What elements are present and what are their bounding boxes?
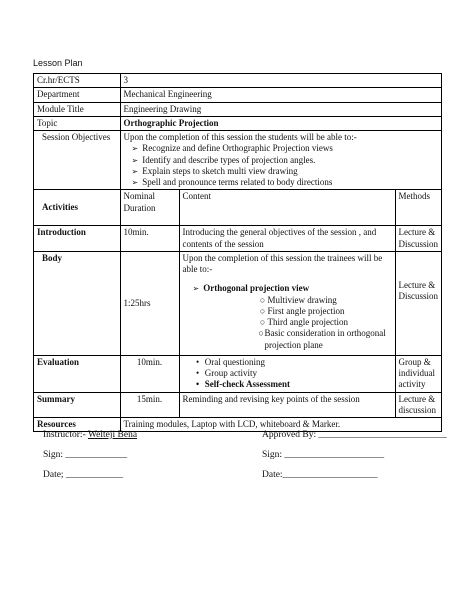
arrow-icon: ➢ xyxy=(131,144,139,154)
table-row xyxy=(34,190,442,226)
circle-bullet-icon: ○ xyxy=(258,328,264,339)
circle-bullet-icon: ○ xyxy=(259,305,266,316)
body-subheading: ➢ Orthogonal projection view xyxy=(192,283,310,294)
module-label: Module Title xyxy=(34,102,121,116)
table-row xyxy=(34,116,442,130)
body-content xyxy=(179,251,395,355)
summary-content: Reminding and revising key points of the session xyxy=(179,392,395,418)
eval-content xyxy=(179,355,395,392)
instructor-line: Instructor:- Welteji Bena xyxy=(43,430,138,440)
summary-method: Lecture & discussion xyxy=(395,392,442,418)
summary-duration: 15min. xyxy=(120,392,179,418)
eval-duration: 10min. xyxy=(120,355,179,392)
arrow-icon: ➢ xyxy=(131,155,139,165)
body-intro: Upon the completion of this session the trainees will be able to:- xyxy=(182,252,383,274)
objectives-label: Session Objectives xyxy=(34,131,121,190)
resources-label: Resources xyxy=(34,418,121,432)
sign-right: Sign: _____________________ xyxy=(262,450,385,460)
eval-label: Evaluation xyxy=(34,355,121,392)
arrow-icon: ➢ xyxy=(192,284,200,294)
body-label: Body xyxy=(34,251,121,355)
approved-line: Approved By: ___________________________ xyxy=(262,430,447,440)
list-item: ➢ Identify and describe types of projection angles. xyxy=(131,154,316,165)
resources-content: Training modules, Laptop with LCD, whiteboard & Marker. xyxy=(120,418,442,432)
bullet-icon: • xyxy=(195,368,200,378)
doc-header: Lesson Plan xyxy=(33,58,83,68)
intro-duration: 10min. xyxy=(120,226,179,252)
list-item: • Self-check Assessment xyxy=(183,379,392,390)
table-row xyxy=(34,251,442,355)
topic-value: Orthographic Projection xyxy=(120,116,442,130)
table-row xyxy=(34,131,442,190)
arrow-icon: ➢ xyxy=(131,178,139,187)
table-row xyxy=(34,226,442,252)
eval-method: Group & individual activity xyxy=(395,355,442,392)
activities-label: Activities xyxy=(34,190,121,226)
list-item: ➢ Spell and pronounce terms related to body directions xyxy=(131,177,333,187)
list-item: • Group activity xyxy=(183,368,392,379)
list-item: ➢ Recognize and define Orthographic Projection views xyxy=(131,143,333,154)
date-left: Date; ____________ xyxy=(43,470,123,480)
summary-label: Summary xyxy=(34,392,121,418)
objectives-cell xyxy=(120,131,442,190)
body-method: Lecture & Discussion xyxy=(395,251,442,355)
body-duration: 1:25hrs xyxy=(120,251,179,355)
table-row xyxy=(34,88,442,102)
circle-bullet-icon: ○ xyxy=(259,294,266,305)
dept-label: Department xyxy=(34,88,121,102)
topic-label: Topic xyxy=(34,116,121,130)
table-row xyxy=(34,392,442,418)
intro-label: Introduction xyxy=(34,226,121,252)
list-item: ➢ Explain steps to sketch multi view drawing xyxy=(131,165,298,176)
intro-content: Introducing the general objectives of the session , and contents of the session xyxy=(179,226,395,252)
duration-header: Nominal Duration xyxy=(120,190,179,226)
bullet-icon: • xyxy=(195,356,200,367)
methods-header: Methods xyxy=(395,190,442,226)
bullet-icon: • xyxy=(195,379,200,390)
cr-label: Cr.hr/ECTS xyxy=(34,74,121,88)
table-row xyxy=(34,102,442,116)
module-value: Engineering Drawing xyxy=(120,102,442,116)
table-row xyxy=(34,74,442,88)
date-right: Date:____________________ xyxy=(262,470,378,480)
list-item: • Oral questioning xyxy=(183,357,392,368)
table-row xyxy=(34,355,442,392)
lesson-plan-table xyxy=(33,73,442,432)
dept-value: Mechanical Engineering xyxy=(120,88,442,102)
instructor-name: Welteji Bena xyxy=(87,430,138,440)
sign-left: Sign: _____________ xyxy=(43,450,128,460)
list-item: ○ First angle projection xyxy=(258,306,392,317)
objectives-intro: Upon the completion of this session the students will be able to:- xyxy=(123,132,357,142)
content-header: Content xyxy=(179,190,395,226)
cr-value: 3 xyxy=(120,74,442,88)
list-item: ○ Basic consideration in orthogonal projection plane xyxy=(258,328,386,350)
list-item: ○ Third angle projection xyxy=(258,317,392,328)
intro-method: Lecture & Discussion xyxy=(395,226,442,252)
circle-bullet-icon: ○ xyxy=(259,317,266,327)
list-item: ○ Multiview drawing xyxy=(258,295,392,306)
arrow-icon: ➢ xyxy=(131,166,139,176)
